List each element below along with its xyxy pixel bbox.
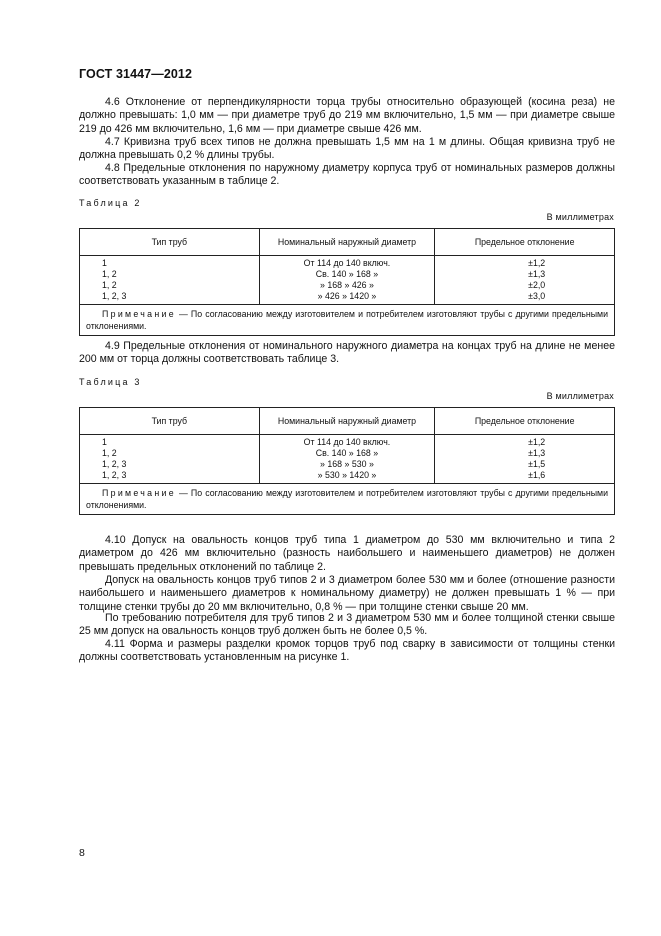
note-text: — По согласованию между изготовителем и потребителем изготовляют трубы с другими предельными отклонениями. (86, 488, 608, 510)
column-header: Предельное отклонение (435, 229, 615, 256)
table-cell: » 168 » 530 » (259, 459, 435, 470)
paragraph-4-11: 4.11 Форма и размеры разделки кромок торцов труб под сварку в зависимости от толщины стенки должны соответствовать установленным на рисунке 1. (79, 638, 615, 664)
table-cell: 1, 2, 3 (80, 470, 260, 484)
table-cell: ±3,0 (435, 291, 615, 305)
table-cell: ±2,0 (435, 280, 615, 291)
table-row (80, 280, 615, 291)
paragraph-4-6: 4.6 Отклонение от перпендикулярности торца трубы относительно образующей (косина реза) не должно превышать: 1,0 мм — при диаметре труб до 219 мм включительно, 1,5 мм — при диаметре свыше 219 до 426 мм включительно, 1,6 мм — при диаметре свыше 426 мм. (79, 96, 615, 135)
table-note-row (80, 305, 615, 336)
table-note (80, 305, 615, 336)
column-header: Номинальный наружный диаметр (259, 229, 435, 256)
column-header: Тип труб (80, 408, 260, 435)
table-note (80, 484, 615, 515)
table-3-caption: Таблица 3 (79, 377, 142, 387)
table-2-caption: Таблица 2 (79, 198, 142, 208)
table-cell: » 168 » 426 » (259, 280, 435, 291)
paragraph-4-10: 4.10 Допуск на овальность концов труб типа 1 диаметром до 530 мм включительно и типа 2 диаметром до 426 мм включительно (разность наибольшего и наименьшего диаметров) не должен превышать предельных отклонений по таблице 2. (79, 534, 615, 573)
column-header: Тип труб (80, 229, 260, 256)
paragraph-ovality-types-2-3: Допуск на овальность концов труб типов 2 и 3 диаметром более 530 мм и более (отношение разности наибольшего и наименьшего диаметров к номинальному диаметру) не должен превышать 1 % — при толщине стенки трубы до 20 мм включительно, 0,8 % — при толщине стенки свыше 20 мм. (79, 574, 615, 613)
table-row (80, 256, 615, 270)
table-row (80, 435, 615, 449)
table-cell: ±1,2 (435, 435, 615, 449)
table-cell: » 530 » 1420 » (259, 470, 435, 484)
table-cell: ±1,2 (435, 256, 615, 270)
table-header-row (80, 408, 615, 435)
table-cell: 1 (80, 435, 260, 449)
table-cell: ±1,6 (435, 470, 615, 484)
table-row (80, 448, 615, 459)
table-2 (79, 228, 615, 336)
table-cell: 1, 2, 3 (80, 459, 260, 470)
note-text: — По согласованию между изготовителем и потребителем изготовляют трубы с другими предельными отклонениями. (86, 309, 608, 331)
note-label: Примечание (102, 309, 176, 319)
column-header: Предельное отклонение (435, 408, 615, 435)
table-row (80, 459, 615, 470)
table-cell: ±1,5 (435, 459, 615, 470)
table-cell: Св. 140 » 168 » (259, 269, 435, 280)
page-number: 8 (79, 847, 85, 859)
table-cell: 1 (80, 256, 260, 270)
table-2-units: В миллиметрах (546, 212, 614, 222)
table-row (80, 291, 615, 305)
table-note-row (80, 484, 615, 515)
table-cell: 1, 2, 3 (80, 291, 260, 305)
paragraph-4-8: 4.8 Предельные отклонения по наружному диаметру корпуса труб от номинальных размеров должны соответствовать указанным в таблице 2. (79, 162, 615, 188)
table-row (80, 470, 615, 484)
note-label: Примечание (102, 488, 176, 498)
table-cell: Св. 140 » 168 » (259, 448, 435, 459)
paragraph-ovality-customer: По требованию потребителя для труб типов 2 и 3 диаметром 530 мм и более толщиной стенки свыше 25 мм допуск на овальность концов труб должен быть не более 0,5 %. (79, 612, 615, 638)
table-cell: От 114 до 140 включ. (259, 256, 435, 270)
table-cell: » 426 » 1420 » (259, 291, 435, 305)
table-cell: 1, 2 (80, 280, 260, 291)
table-cell: 1, 2 (80, 448, 260, 459)
table-cell: ±1,3 (435, 269, 615, 280)
table-cell: 1, 2 (80, 269, 260, 280)
table-header-row (80, 229, 615, 256)
table-row (80, 269, 615, 280)
paragraph-4-7: 4.7 Кривизна труб всех типов не должна превышать 1,5 мм на 1 м длины. Общая кривизна труб не должна превышать 0,2 % длины трубы. (79, 136, 615, 162)
table-3 (79, 407, 615, 515)
table-cell: От 114 до 140 включ. (259, 435, 435, 449)
table-3-units: В миллиметрах (546, 391, 614, 401)
paragraph-4-9: 4.9 Предельные отклонения от номинального наружного диаметра на концах труб на длине не менее 200 мм от торца должны соответствовать таблице 3. (79, 340, 615, 366)
column-header: Номинальный наружный диаметр (259, 408, 435, 435)
table-cell: ±1,3 (435, 448, 615, 459)
document-header: ГОСТ 31447—2012 (79, 67, 193, 81)
